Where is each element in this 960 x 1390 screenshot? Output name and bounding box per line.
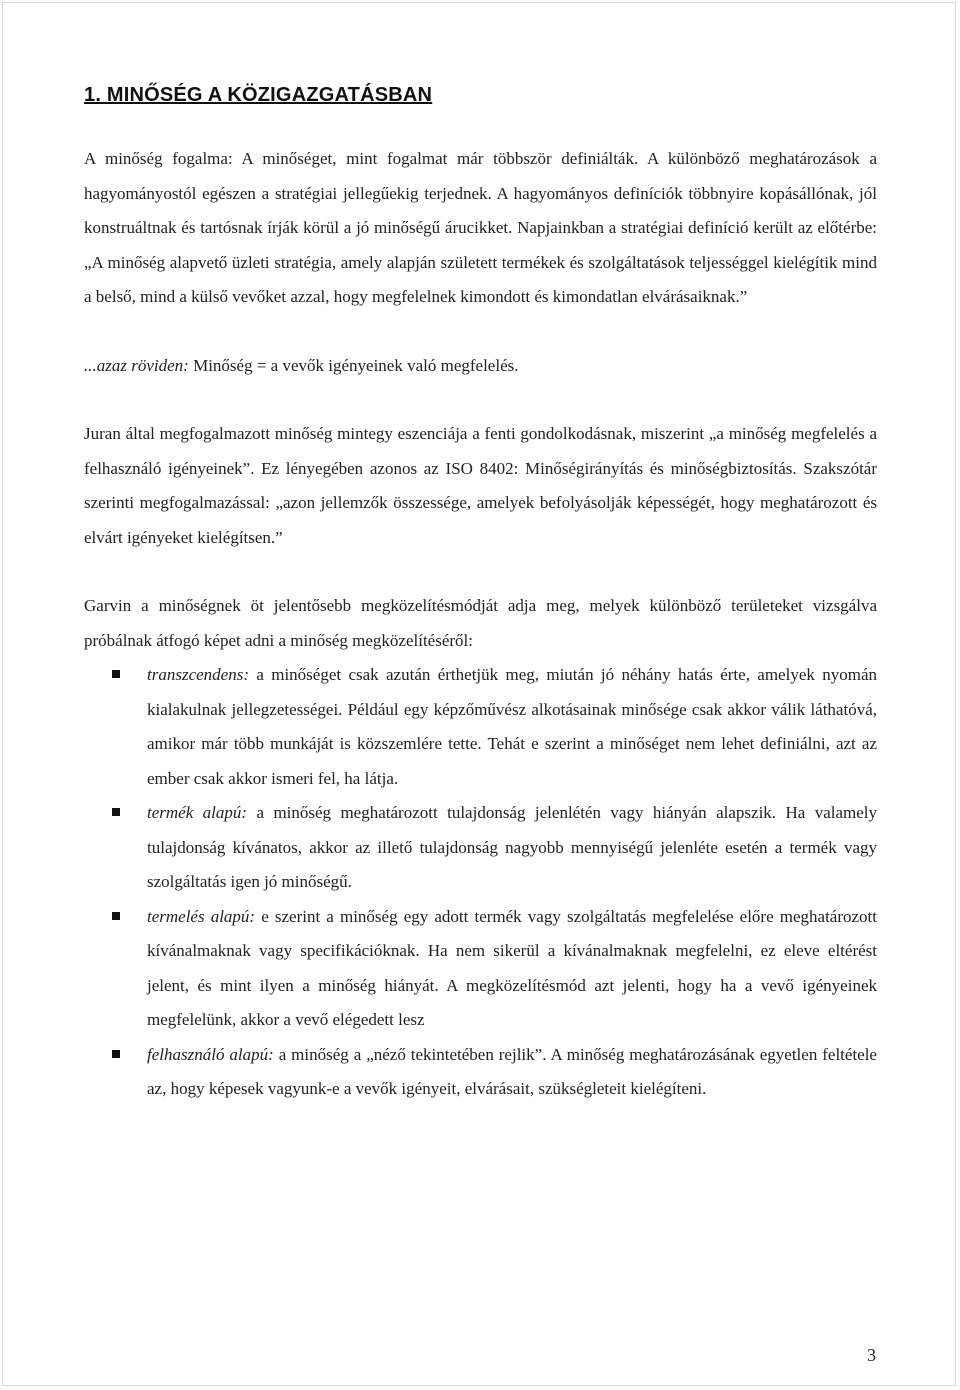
garvin-paragraph: Garvin a minőségnek öt jelentősebb megközelítésmódját adja meg, melyek különböző területeket vizsgálva próbálnak átfogó képet adni a minőség megközelítéséről: [84,596,877,650]
square-bullet-icon [112,670,120,678]
list-item-text: e szerint a minőség egy adott termék vagy szolgáltatás megfelelése előre meghatározott kívánalmaknak vagy specifikációknak. Ha nem sikerül a kívánalmaknak megfelelni, ez eleve eltérést jelent, és mint ilyen a minőség hiányát. A megközelítésmód azt jelenti, hogy ha a vevő igényeinek megfelelünk, akkor a vevő elégedett lesz [147,906,877,1029]
list-item-text: a minőség a „néző tekintetében rejlik”. A minőség meghatározásának egyetlen feltétele az, hogy képesek vagyunk-e a vevők igényeit, elvárásait, szükségleteit kielégíteni. [147,1044,877,1098]
page-number: 3 [867,1345,876,1365]
list-item-term: termelés alapú: [147,906,256,926]
definition-quote: „A minőség alapvető üzleti stratégia, amely alapján született termékek és szolgáltatások teljességgel kielégítik mind a belső, mind a külső vevőket azzal, hogy megfelelnek kimondott és kimondatlan elvárásaiknak.” [84,252,877,306]
short-definition [84,349,877,384]
approach-list [84,658,877,1107]
list-item [84,1038,877,1107]
section-heading: 1. MINŐSÉG A KÖZIGAZGATÁSBAN [84,84,433,106]
list-item-text: a minőség meghatározott tulajdonság jelenlétén vagy hiányán alapszik. Ha valamely tulajdonság kívánatos, akkor az illető tulajdonság nagyobb mennyiségű jelenléte esetén a termék vagy szolgáltatás igen jó minőségű. [147,803,877,891]
list-item-text: a minőséget csak azután érthetjük meg, miután jó néhány hatás érte, amelyek nyomán kialakulnak jellegzetességei. Például egy képzőművész alkotásainak minősége csak akkor válik láthatóvá, amikor már több munkáját is közszemlére tette. Tehát e szerint a minőséget nem lehet definiálni, azt az ember csak akkor ismeri fel, ha látja. [147,665,877,788]
square-bullet-icon [112,1050,120,1058]
short-definition-text: Minőség = a vevők igényeinek való megfelelés. [188,355,519,375]
juran-paragraph: Juran által megfogalmazott minőség mintegy eszenciája a fenti gondolkodásnak, miszerint „a minőség megfelelés a felhasználó igényeinek”. Ez lényegében azonos az ISO 8402: Minőségirányítás és minőségbiztosítás. Szakszótár szerinti megfogalmazással: „azon jellemzők összessége, amelyek befolyásolják képességét, hogy meghatározott és elvárt igényeket kielégítsen.” [84,424,877,547]
list-item [84,796,877,900]
list-item-term: transzcendens: [147,665,249,684]
square-bullet-icon [112,808,120,816]
list-item [84,900,877,1038]
list-item-term: felhasználó alapú: [147,1044,274,1064]
short-definition-lead: ...azaz röviden: [84,355,189,375]
definition-paragraph [84,142,877,315]
definition-text: A minőség fogalma: A minőséget, mint fogalmat már többször definiálták. A különböző meghatározások a hagyományostól egészen a stratégiai jellegűekig terjednek. A hagyományos definíciók többnyire kopásállónak, jól konstruáltnak és tartósnak írják körül a jó minőségű árucikket. Napjainkban a stratégiai definíció került az előtérbe: [84,149,877,237]
square-bullet-icon [112,912,120,920]
list-item [84,658,877,796]
list-item-term: termék alapú: [147,803,248,822]
document-body [84,78,877,1107]
